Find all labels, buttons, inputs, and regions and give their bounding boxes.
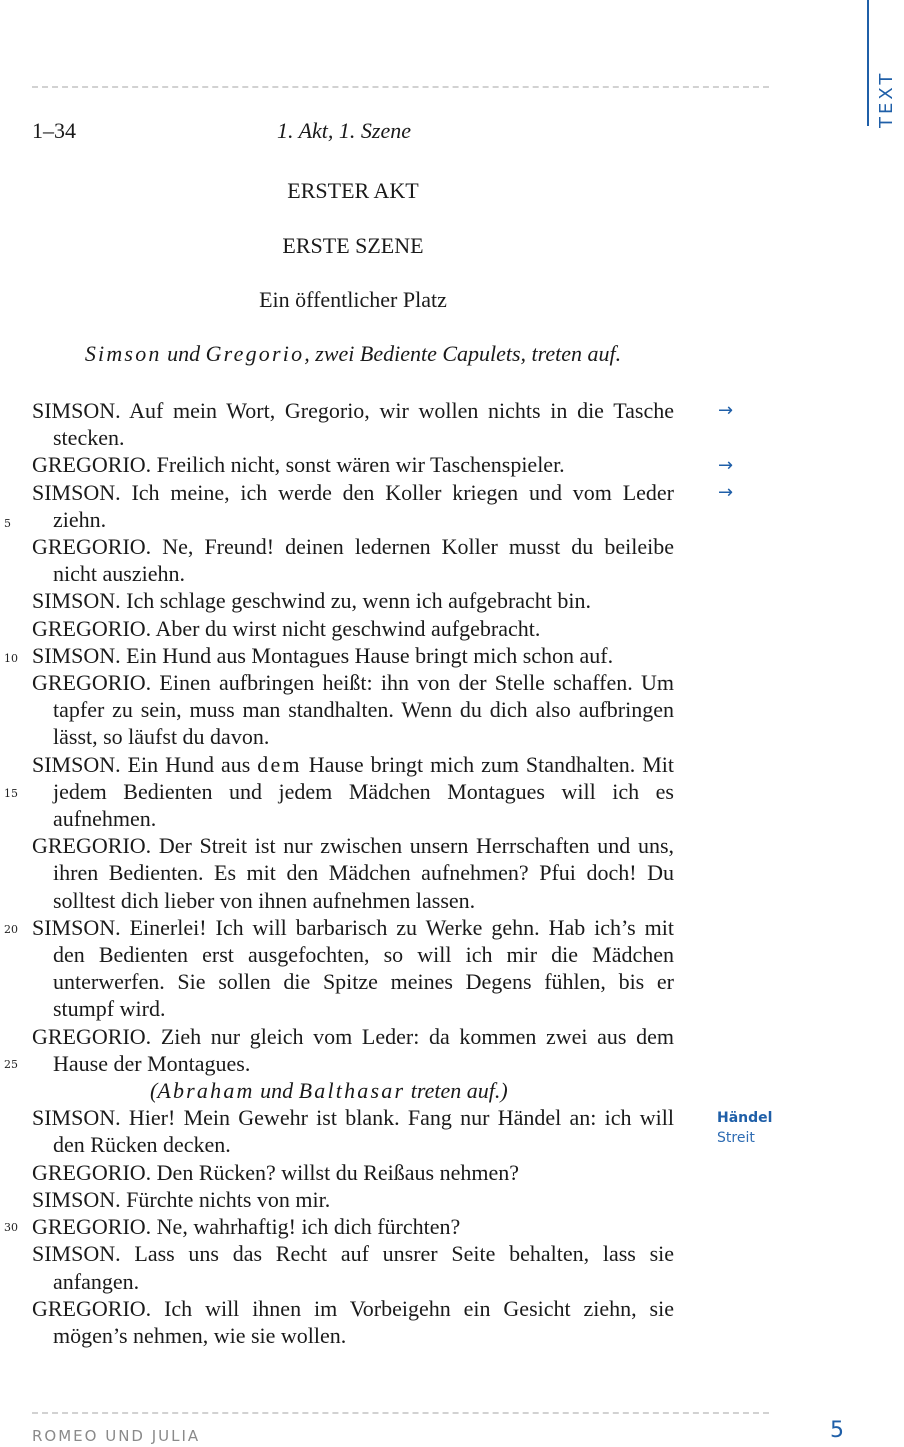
speech-text: Hause bringt mich zum Standhalten. Mit jedem Bedienten und jedem Mädchen Montagues will ich es aufnehmen. <box>53 751 675 832</box>
speech <box>32 451 674 478</box>
speech-text: Ich meine, ich werde den Koller kriegen und vom Leder ziehn. <box>53 479 675 532</box>
speech-text: Der Streit ist nur zwischen unsern Herrschaften und uns, ihren Bedienten. Es mit den Mädchen aufnehmen? Pfui doch! Du solltest dich lieber von ihnen aufnehmen lassen. <box>53 833 674 913</box>
speech <box>32 479 674 533</box>
speech-text: Ne, Freund! deinen ledernen Koller musst du beileibe nicht ausziehn. <box>53 534 674 587</box>
speech-text: Ein Hund aus <box>127 751 258 777</box>
speaker: GREGORIO. <box>32 1214 152 1240</box>
scene-reference: 1. Akt, 1. Szene <box>277 118 412 143</box>
gloss-meaning: Streit <box>717 1130 755 1146</box>
speech <box>32 1104 674 1158</box>
speech <box>32 832 674 914</box>
speaker: GREGORIO. <box>32 1295 152 1321</box>
character-name-gregorio: Gregorio <box>205 341 305 366</box>
speech <box>32 1213 674 1240</box>
speech <box>32 1159 674 1186</box>
speech <box>32 914 674 1023</box>
speech-text: Freilich nicht, sonst wären wir Taschenspieler. <box>156 452 565 478</box>
character-name-simson: Simson <box>84 341 162 366</box>
speech <box>32 1240 674 1294</box>
speaker: SIMSON. <box>32 1241 121 1267</box>
running-title: ROMEO UND JULIA <box>32 1427 201 1445</box>
speaker: GREGORIO. <box>32 534 152 560</box>
page-number: 5 <box>830 1418 844 1443</box>
speech <box>32 1023 674 1077</box>
speech <box>32 533 674 587</box>
line-number: 25 <box>4 1058 18 1071</box>
speaker: SIMSON. <box>32 1105 121 1131</box>
speaker: SIMSON. <box>32 1186 121 1212</box>
speech-text: Ich schlage geschwind zu, wenn ich aufgebracht bin. <box>126 588 592 614</box>
arrow-right-icon: → <box>718 482 734 503</box>
speech <box>32 1295 674 1349</box>
speaker: SIMSON. <box>32 398 121 423</box>
arrow-right-icon: → <box>718 400 734 421</box>
speaker: SIMSON. <box>32 751 121 777</box>
margin-gloss <box>717 1108 772 1148</box>
speech-text: Ich will ihnen im Vorbeigehn ein Gesicht ziehn, sie mögen’s nehmen, wie sie wollen. <box>53 1295 674 1348</box>
line-number: 20 <box>4 923 18 936</box>
speaker: GREGORIO. <box>32 452 152 478</box>
speaker: SIMSON. <box>32 642 121 668</box>
speech-text: Zieh nur gleich vom Leder: da kommen zwei aus dem Hause der Montagues. <box>53 1023 675 1076</box>
act-title: ERSTER AKT <box>287 178 419 203</box>
dialogue-body <box>32 397 674 1349</box>
speech-text: Ne, wahrhaftig! ich dich fürchten? <box>156 1214 461 1240</box>
speech-text: Aber du wirst nicht geschwind aufgebracht. <box>155 615 541 641</box>
speech <box>32 587 674 614</box>
speaker: SIMSON. <box>32 914 121 940</box>
line-number: 30 <box>4 1221 18 1234</box>
speech <box>32 669 674 751</box>
top-divider <box>32 86 769 88</box>
character-name-abraham: Abraham <box>157 1078 255 1104</box>
speech-text: Einen aufbringen heißt: ihn von der Stelle schaffen. Um tapfer zu sein, muss man standhalten. Wenn du dich also aufbringen lässt, so läufst du davon. <box>53 670 674 750</box>
scene-title: ERSTE SZENE <box>282 233 424 258</box>
speaker: GREGORIO. <box>32 1023 152 1049</box>
speech-text: Hier! Mein Gewehr ist blank. Fang nur Händel an: ich will den Rücken decken. <box>53 1105 675 1158</box>
speech <box>32 397 674 451</box>
line-number: 10 <box>4 652 18 665</box>
line-number: 5 <box>4 517 11 530</box>
location-title: Ein öffentlicher Platz <box>259 287 447 312</box>
side-tab-line <box>867 0 869 126</box>
speech-text: Fürchte nichts von mir. <box>126 1186 331 1212</box>
speech-text: Den Rücken? willst du Reißaus nehmen? <box>156 1159 519 1185</box>
line-number: 15 <box>4 787 18 800</box>
stage-direction: (Abraham und Balthasar treten auf.) <box>150 1078 508 1104</box>
speech <box>32 751 674 833</box>
line-range: 1–34 <box>32 118 76 143</box>
speech-text: Lass uns das Recht auf unsrer Seite behalten, lass sie anfangen. <box>53 1241 675 1294</box>
speech-text: Ein Hund aus Montagues Hause bringt mich schon auf. <box>126 642 614 668</box>
speaker: SIMSON. <box>32 588 121 614</box>
character-name-balthasar: Balthasar <box>298 1078 406 1104</box>
speech-text: Einerlei! Ich will barbarisch zu Werke gehn. Hab ich’s mit den Bedienten erst ausgefochten, so will ich mir die Mädchen unterwerfen. Sie sollen die Spitze meines Degens fühlen, bis er stumpf wird. <box>53 914 674 1022</box>
emphasized-word: dem <box>257 751 302 777</box>
speech <box>32 615 674 642</box>
speaker: GREGORIO. <box>32 1159 152 1185</box>
speech <box>32 642 674 669</box>
speech-text: Auf mein Wort, Gregorio, wir wollen nichts in die Tasche stecken. <box>53 398 674 451</box>
speaker: GREGORIO. <box>32 833 152 859</box>
speaker: SIMSON. <box>32 479 121 505</box>
gloss-term: Händel <box>717 1110 773 1126</box>
opening-stage-direction: Simson und Gregorio, zwei Bediente Capulets, treten auf. <box>84 341 622 366</box>
speaker: GREGORIO. <box>32 615 152 641</box>
arrow-right-icon: → <box>718 455 734 476</box>
bottom-divider <box>32 1412 769 1414</box>
side-tab-label: TEXT <box>876 70 897 128</box>
speech <box>32 1186 674 1213</box>
speaker: GREGORIO. <box>32 670 152 696</box>
